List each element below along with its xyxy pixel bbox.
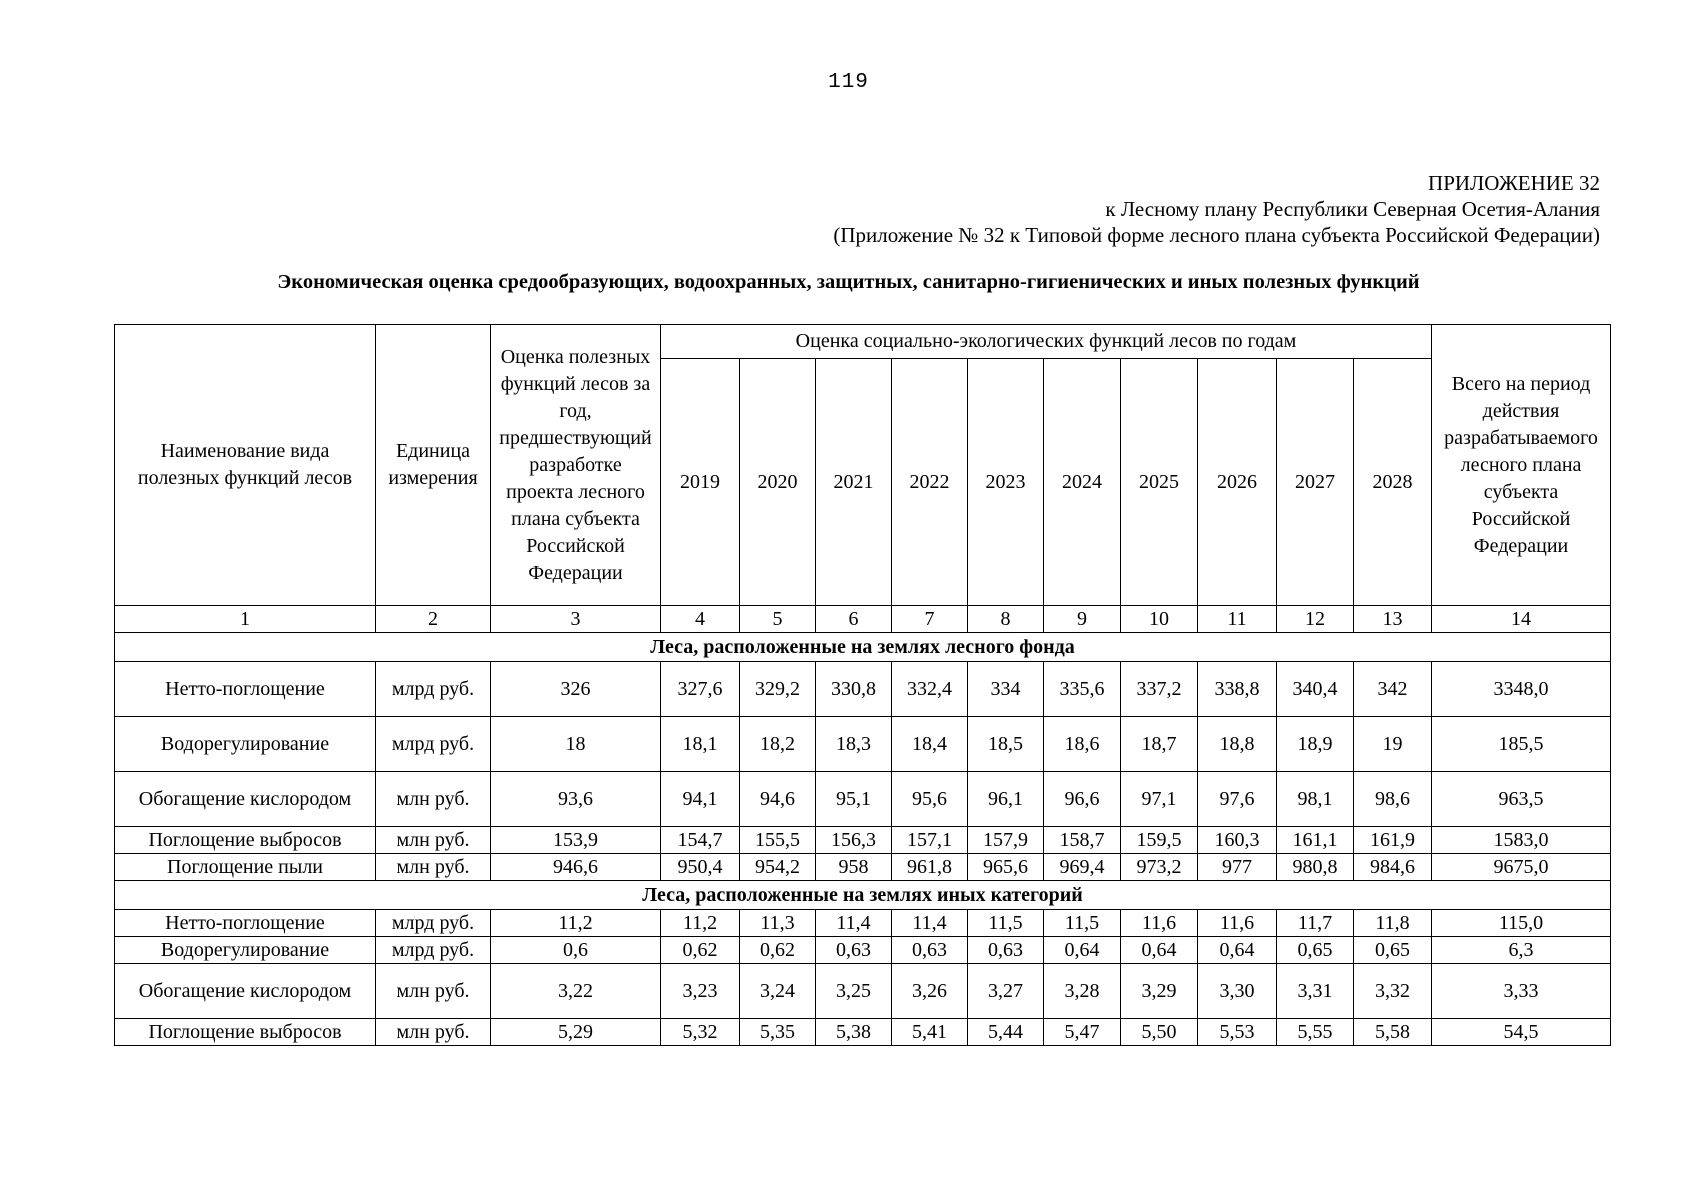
column-number: 12 [1277, 606, 1354, 633]
row-year-value: 5,44 [968, 1019, 1044, 1046]
row-year-value: 158,7 [1044, 827, 1121, 854]
row-year-value: 3,30 [1198, 964, 1277, 1019]
row-year-value: 96,1 [968, 772, 1044, 827]
row-year-value: 950,4 [661, 854, 740, 881]
column-number: 10 [1121, 606, 1198, 633]
row-year-value: 5,58 [1354, 1019, 1432, 1046]
row-year-value: 5,50 [1121, 1019, 1198, 1046]
row-year-value: 0,62 [740, 937, 816, 964]
page-number: 119 [828, 71, 869, 94]
row-unit: млрд руб. [376, 937, 491, 964]
row-year-value: 961,8 [892, 854, 968, 881]
row-prev-year-value: 946,6 [491, 854, 661, 881]
row-year-value: 157,9 [968, 827, 1044, 854]
row-year-value: 0,65 [1277, 937, 1354, 964]
table-row [115, 937, 1611, 964]
row-prev-year-value: 0,6 [491, 937, 661, 964]
row-year-value: 11,6 [1121, 910, 1198, 937]
header-year: 2024 [1044, 359, 1121, 606]
row-name: Водорегулирование [115, 717, 376, 772]
row-year-value: 3,31 [1277, 964, 1354, 1019]
row-year-value: 159,5 [1121, 827, 1198, 854]
row-prev-year-value: 153,9 [491, 827, 661, 854]
table-row [115, 772, 1611, 827]
row-total: 963,5 [1432, 772, 1611, 827]
row-unit: млн руб. [376, 964, 491, 1019]
row-year-value: 335,6 [1044, 662, 1121, 717]
row-year-value: 94,6 [740, 772, 816, 827]
row-year-value: 11,3 [740, 910, 816, 937]
row-year-value: 954,2 [740, 854, 816, 881]
row-year-value: 11,5 [968, 910, 1044, 937]
row-year-value: 11,4 [892, 910, 968, 937]
row-name: Водорегулирование [115, 937, 376, 964]
column-number: 5 [740, 606, 816, 633]
column-number: 8 [968, 606, 1044, 633]
row-year-value: 0,64 [1044, 937, 1121, 964]
row-year-value: 969,4 [1044, 854, 1121, 881]
section-title: Леса, расположенные на землях иных категорий [115, 881, 1611, 910]
row-year-value: 5,41 [892, 1019, 968, 1046]
row-year-value: 3,29 [1121, 964, 1198, 1019]
header-year: 2021 [816, 359, 892, 606]
row-total: 54,5 [1432, 1019, 1611, 1046]
appendix-label: ПРИЛОЖЕНИЕ 32 [1428, 171, 1600, 195]
header-total: Всего на период действия разрабатываемого лесного плана субъекта Российской Федерации [1432, 325, 1611, 606]
header-by-years: Оценка социально-экологических функций лесов по годам [661, 325, 1432, 359]
row-total: 185,5 [1432, 717, 1611, 772]
row-year-value: 161,1 [1277, 827, 1354, 854]
header-year: 2023 [968, 359, 1044, 606]
row-year-value: 338,8 [1198, 662, 1277, 717]
row-year-value: 97,1 [1121, 772, 1198, 827]
row-year-value: 5,32 [661, 1019, 740, 1046]
row-year-value: 161,9 [1354, 827, 1432, 854]
row-year-value: 5,55 [1277, 1019, 1354, 1046]
row-year-value: 337,2 [1121, 662, 1198, 717]
row-year-value: 157,1 [892, 827, 968, 854]
column-number: 14 [1432, 606, 1611, 633]
row-year-value: 98,6 [1354, 772, 1432, 827]
table-row [115, 910, 1611, 937]
row-year-value: 984,6 [1354, 854, 1432, 881]
row-year-value: 3,25 [816, 964, 892, 1019]
valuation-table [114, 324, 1611, 1046]
table-row [115, 1019, 1611, 1046]
row-year-value: 980,8 [1277, 854, 1354, 881]
row-year-value: 11,8 [1354, 910, 1432, 937]
column-number: 6 [816, 606, 892, 633]
row-year-value: 973,2 [1121, 854, 1198, 881]
table-row [115, 964, 1611, 1019]
row-year-value: 11,7 [1277, 910, 1354, 937]
header-year: 2022 [892, 359, 968, 606]
row-year-value: 11,5 [1044, 910, 1121, 937]
row-year-value: 334 [968, 662, 1044, 717]
row-unit: млн руб. [376, 1019, 491, 1046]
row-year-value: 18,3 [816, 717, 892, 772]
row-name: Обогащение кислородом [115, 772, 376, 827]
row-year-value: 18,6 [1044, 717, 1121, 772]
row-total: 3,33 [1432, 964, 1611, 1019]
appendix-header [833, 170, 1600, 248]
row-year-value: 965,6 [968, 854, 1044, 881]
row-year-value: 98,1 [1277, 772, 1354, 827]
row-prev-year-value: 326 [491, 662, 661, 717]
column-number: 11 [1198, 606, 1277, 633]
column-number: 1 [115, 606, 376, 633]
column-number: 7 [892, 606, 968, 633]
row-year-value: 19 [1354, 717, 1432, 772]
row-name: Нетто-поглощение [115, 662, 376, 717]
row-name: Поглощение выбросов [115, 827, 376, 854]
row-year-value: 329,2 [740, 662, 816, 717]
appendix-reference: к Лесному плану Республики Северная Осетия-Алания [1105, 197, 1600, 221]
row-name: Поглощение выбросов [115, 1019, 376, 1046]
row-year-value: 96,6 [1044, 772, 1121, 827]
row-year-value: 3,28 [1044, 964, 1121, 1019]
row-total: 9675,0 [1432, 854, 1611, 881]
row-year-value: 18,9 [1277, 717, 1354, 772]
row-year-value: 154,7 [661, 827, 740, 854]
row-year-value: 0,62 [661, 937, 740, 964]
row-unit: млрд руб. [376, 662, 491, 717]
row-name: Нетто-поглощение [115, 910, 376, 937]
row-year-value: 3,24 [740, 964, 816, 1019]
header-year: 2019 [661, 359, 740, 606]
row-unit: млрд руб. [376, 717, 491, 772]
section-row [115, 633, 1611, 662]
header-year: 2028 [1354, 359, 1432, 606]
row-year-value: 3,26 [892, 964, 968, 1019]
row-year-value: 18,1 [661, 717, 740, 772]
row-name: Поглощение пыли [115, 854, 376, 881]
table-row [115, 827, 1611, 854]
row-unit: млрд руб. [376, 910, 491, 937]
row-year-value: 332,4 [892, 662, 968, 717]
row-total: 115,0 [1432, 910, 1611, 937]
header-year: 2025 [1121, 359, 1198, 606]
row-year-value: 5,47 [1044, 1019, 1121, 1046]
row-year-value: 3,32 [1354, 964, 1432, 1019]
row-year-value: 18,4 [892, 717, 968, 772]
row-total: 1583,0 [1432, 827, 1611, 854]
row-unit: млн руб. [376, 772, 491, 827]
column-number: 3 [491, 606, 661, 633]
row-year-value: 977 [1198, 854, 1277, 881]
row-year-value: 330,8 [816, 662, 892, 717]
header-year: 2020 [740, 359, 816, 606]
row-year-value: 11,4 [816, 910, 892, 937]
row-year-value: 18,5 [968, 717, 1044, 772]
row-year-value: 0,64 [1121, 937, 1198, 964]
row-year-value: 18,7 [1121, 717, 1198, 772]
appendix-note: (Приложение № 32 к Типовой форме лесного плана субъекта Российской Федерации) [833, 223, 1600, 247]
row-total: 3348,0 [1432, 662, 1611, 717]
row-year-value: 5,35 [740, 1019, 816, 1046]
row-total: 6,3 [1432, 937, 1611, 964]
column-number: 9 [1044, 606, 1121, 633]
row-year-value: 94,1 [661, 772, 740, 827]
row-name: Обогащение кислородом [115, 964, 376, 1019]
row-unit: млн руб. [376, 854, 491, 881]
row-year-value: 160,3 [1198, 827, 1277, 854]
row-year-value: 0,64 [1198, 937, 1277, 964]
row-prev-year-value: 93,6 [491, 772, 661, 827]
table-row [115, 854, 1611, 881]
row-year-value: 18,2 [740, 717, 816, 772]
row-unit: млн руб. [376, 827, 491, 854]
row-year-value: 327,6 [661, 662, 740, 717]
row-year-value: 5,38 [816, 1019, 892, 1046]
row-year-value: 97,6 [1198, 772, 1277, 827]
header-name: Наименование вида полезных функций лесов [115, 325, 376, 606]
row-year-value: 11,6 [1198, 910, 1277, 937]
column-number: 13 [1354, 606, 1432, 633]
row-year-value: 0,65 [1354, 937, 1432, 964]
column-number: 2 [376, 606, 491, 633]
row-year-value: 155,5 [740, 827, 816, 854]
row-year-value: 95,6 [892, 772, 968, 827]
header-year: 2026 [1198, 359, 1277, 606]
row-year-value: 0,63 [816, 937, 892, 964]
column-number: 4 [661, 606, 740, 633]
row-year-value: 342 [1354, 662, 1432, 717]
row-year-value: 958 [816, 854, 892, 881]
table-row [115, 662, 1611, 717]
row-year-value: 95,1 [816, 772, 892, 827]
section-title: Леса, расположенные на землях лесного фонда [115, 633, 1611, 662]
row-prev-year-value: 5,29 [491, 1019, 661, 1046]
row-prev-year-value: 11,2 [491, 910, 661, 937]
row-year-value: 3,23 [661, 964, 740, 1019]
row-prev-year-value: 18 [491, 717, 661, 772]
header-prev-year: Оценка полезных функций лесов за год, предшествующий разработке проекта лесного плана субъекта Российской Федерации [491, 325, 661, 606]
section-row [115, 881, 1611, 910]
row-year-value: 3,27 [968, 964, 1044, 1019]
row-year-value: 0,63 [892, 937, 968, 964]
document-title: Экономическая оценка средообразующих, водоохранных, защитных, санитарно-гигиенических и иных полезных функций [277, 271, 1420, 293]
table-row [115, 717, 1611, 772]
row-year-value: 18,8 [1198, 717, 1277, 772]
row-year-value: 156,3 [816, 827, 892, 854]
row-year-value: 340,4 [1277, 662, 1354, 717]
row-year-value: 5,53 [1198, 1019, 1277, 1046]
row-year-value: 0,63 [968, 937, 1044, 964]
row-year-value: 11,2 [661, 910, 740, 937]
row-prev-year-value: 3,22 [491, 964, 661, 1019]
header-unit: Единица измерения [376, 325, 491, 606]
header-year: 2027 [1277, 359, 1354, 606]
